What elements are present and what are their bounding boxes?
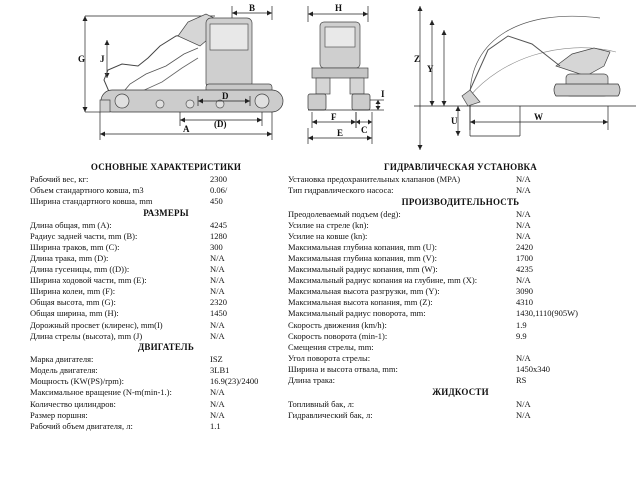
spec-value: 0.06/ — [210, 185, 228, 196]
spec-value: N/A — [210, 387, 225, 398]
spec-label: Максимальная глубина копания, mm (V): — [288, 252, 438, 263]
spec-value: N/A — [210, 319, 225, 330]
spec-value: 4245 — [210, 219, 227, 230]
spec-value: 300 — [210, 241, 223, 252]
spec-label: Длина трака: — [288, 375, 336, 385]
spec-row — [30, 243, 302, 252]
spec-label: Длина трака, mm (D): — [30, 252, 109, 263]
spec-value: 1.1 — [210, 420, 221, 431]
spec-label: Радиус задней части, mm (B): — [30, 230, 138, 241]
spec-label: Рабочий объем двигателя, л: — [30, 420, 133, 431]
spec-row — [30, 298, 302, 307]
spec-label: Длина общая, mm (A): — [30, 219, 112, 230]
diagram-label-C: C — [361, 125, 368, 135]
spec-row — [30, 197, 302, 206]
spec-label: Установка предохранительных клапанов (MPA) — [288, 174, 461, 184]
spec-label: Мощность (KW(PS)/rpm): — [30, 376, 124, 387]
spec-row — [30, 321, 302, 330]
spec-label: Размер поршня: — [30, 409, 88, 420]
diagram-label-D: D — [222, 91, 229, 101]
spec-label: Максимальный радиус копания на глубине, mm (X): — [288, 275, 478, 286]
spec-row — [30, 411, 302, 420]
spec-row — [30, 232, 302, 241]
spec-value: 1450 — [210, 308, 227, 319]
diagram-label-H: H — [335, 3, 343, 13]
spec-value: RS — [516, 375, 527, 385]
spec-row — [288, 175, 633, 184]
spec-label: Усилие на ковше (kn): — [288, 230, 368, 241]
spec-value: N/A — [516, 219, 531, 230]
section-title-fluids: ЖИДКОСТИ — [432, 386, 489, 397]
spec-value: 1430,1110(905W) — [516, 308, 578, 319]
spec-row — [288, 354, 633, 363]
spec-value: N/A — [516, 275, 531, 286]
spec-row — [288, 210, 633, 219]
spec-label: Ширина траков, mm (C): — [30, 241, 120, 252]
diagram-label-U: U — [451, 116, 458, 126]
spec-value: N/A — [210, 252, 225, 263]
spec-label: Тип гидравлического насоса: — [288, 185, 394, 196]
spec-label: Преодолеваемый подъем (deg): — [288, 208, 401, 219]
diagram-label-B: B — [249, 3, 256, 13]
spec-value: 1450x340 — [516, 363, 550, 374]
spec-value: N/A — [516, 185, 531, 196]
spec-label: Объем стандартного ковша, m3 — [30, 185, 144, 196]
spec-row — [30, 388, 302, 397]
section-title-engine: ДВИГАТЕЛЬ — [138, 342, 194, 353]
spec-value: N/A — [210, 275, 225, 286]
spec-row — [288, 265, 633, 274]
spec-label: Максимальная глубина копания, mm (U): — [288, 241, 438, 252]
spec-value: 2300 — [210, 174, 227, 184]
spec-label: Количество цилиндров: — [30, 398, 116, 409]
spec-value: N/A — [516, 174, 531, 184]
spec-label: Максимальный радиус поворота, mm: — [288, 308, 426, 319]
spec-row — [288, 221, 633, 230]
spec-label: Скорость поворота (min-1): — [288, 330, 388, 341]
spec-label: Общая высота, mm (G): — [30, 297, 116, 308]
spec-row — [30, 377, 302, 386]
spec-row — [288, 186, 633, 195]
spec-row — [30, 422, 302, 431]
spec-label: Ширина и высота отвала, mm: — [288, 363, 398, 374]
spec-label: Максимальный радиус копания, mm (W): — [288, 264, 438, 275]
section-title-dimensions: РАЗМЕРЫ — [143, 207, 189, 218]
spec-value: 450 — [210, 196, 223, 207]
spec-label: Длина стрелы (высота), mm (J) — [30, 330, 143, 341]
spec-row — [288, 332, 633, 341]
spec-label: Смещения стрелы, mm: — [288, 341, 374, 352]
spec-label: Скорость движения (km/h): — [288, 319, 387, 330]
spec-value: N/A — [516, 230, 531, 241]
spec-value: 1280 — [210, 230, 227, 241]
spec-row — [30, 332, 302, 341]
spec-row — [30, 309, 302, 318]
spec-label: Общая ширина, mm (H): — [30, 308, 119, 319]
diagram-label-Dparen: (D) — [214, 119, 227, 129]
spec-label: Топливный бак, л: — [288, 398, 355, 409]
spec-value: N/A — [210, 409, 225, 420]
diagram-label-G: G — [78, 54, 86, 64]
spec-value: 1.9 — [516, 319, 527, 330]
spec-value: N/A — [210, 264, 225, 275]
spec-row — [288, 232, 633, 241]
spec-label: Длина гусеницы, mm ((D)): — [30, 264, 130, 275]
section-rows-engine — [30, 355, 302, 430]
spec-row — [30, 366, 302, 375]
spec-row — [30, 287, 302, 296]
spec-value: 3090 — [516, 286, 533, 297]
spec-label: Ширина колеи, mm (F): — [30, 286, 116, 297]
spec-label: Гидравлический бак, л: — [288, 409, 373, 420]
spec-value: 2320 — [210, 297, 227, 308]
spec-row — [288, 287, 633, 296]
spec-row — [30, 221, 302, 230]
spec-label: Марка двигателя: — [30, 354, 94, 365]
spec-value: ISZ — [210, 354, 223, 365]
spec-label: Угол поворота стрелы: — [288, 352, 371, 363]
spec-label: Максимальная высота копания, mm (Z): — [288, 297, 433, 308]
spec-row — [288, 321, 633, 330]
spec-row — [30, 265, 302, 274]
spec-row — [30, 400, 302, 409]
section-rows-main-characteristics — [30, 175, 302, 206]
spec-row — [30, 254, 302, 263]
section-rows-hydraulic-system — [288, 175, 633, 195]
spec-row — [30, 175, 302, 184]
spec-label: Максимальное вращение (N-m(min-1.): — [30, 387, 172, 398]
spec-value: 4235 — [516, 264, 533, 275]
spec-row — [288, 365, 633, 374]
specification-tables — [0, 160, 640, 480]
spec-value: 1700 — [516, 252, 533, 263]
machine-dimension-diagram — [0, 0, 640, 158]
spec-value: 4310 — [516, 297, 533, 308]
diagram-label-Y: Y — [427, 64, 434, 74]
spec-value: N/A — [516, 409, 531, 420]
diagram-label-Z: Z — [414, 54, 421, 64]
spec-row — [288, 343, 633, 352]
spec-row — [288, 243, 633, 252]
spec-row — [30, 355, 302, 364]
spec-value: 9.9 — [516, 330, 527, 341]
spec-row — [288, 400, 633, 409]
spec-label: Ширина ходовой части, mm (E): — [30, 275, 147, 286]
spec-row — [30, 276, 302, 285]
section-title-performance: ПРОИЗВОДИТЕЛЬНОСТЬ — [401, 196, 520, 207]
spec-value: 2420 — [516, 241, 533, 252]
diagram-label-I: I — [381, 89, 385, 99]
right-spec-column — [288, 160, 633, 422]
spec-label: Рабочий вес, кг: — [30, 174, 89, 184]
spec-label: Модель двигателя: — [30, 365, 98, 376]
section-rows-performance — [288, 210, 633, 385]
spec-value: 3LB1 — [210, 365, 230, 376]
spec-row — [288, 309, 633, 318]
diagram-label-A: A — [183, 124, 190, 134]
spec-row — [288, 411, 633, 420]
section-rows-dimensions — [30, 221, 302, 340]
spec-value: N/A — [210, 330, 225, 341]
spec-row — [288, 376, 633, 385]
spec-value: N/A — [210, 286, 225, 297]
spec-value: N/A — [210, 398, 225, 409]
spec-row — [30, 186, 302, 195]
spec-value: N/A — [516, 352, 531, 363]
diagram-label-F: F — [331, 112, 337, 122]
spec-label: Максимальная высота разгрузки, mm (Y): — [288, 286, 440, 297]
spec-row — [288, 276, 633, 285]
section-title-main-characteristics: ОСНОВНЫЕ ХАРАКТЕРИСТИКИ — [90, 162, 242, 172]
spec-row — [288, 254, 633, 263]
spec-row — [288, 298, 633, 307]
spec-value: 16.9(23)/2400 — [210, 376, 259, 387]
section-title-hydraulic-system: ГИДРАВЛИЧЕСКАЯ УСТАНОВКА — [383, 162, 537, 172]
spec-value: N/A — [516, 398, 531, 409]
spec-label: Усилие на стреле (kn): — [288, 219, 369, 230]
section-rows-fluids — [288, 400, 633, 420]
diagram-label-W: W — [534, 112, 543, 122]
diagram-label-J: J — [100, 54, 105, 64]
spec-label: Ширина стандартного ковша, mm — [30, 196, 153, 207]
spec-label: Дорожный просвет (клиренс), mm(I) — [30, 319, 163, 330]
diagram-label-E: E — [337, 128, 344, 138]
spec-value: N/A — [516, 208, 531, 219]
left-spec-column — [30, 160, 302, 433]
